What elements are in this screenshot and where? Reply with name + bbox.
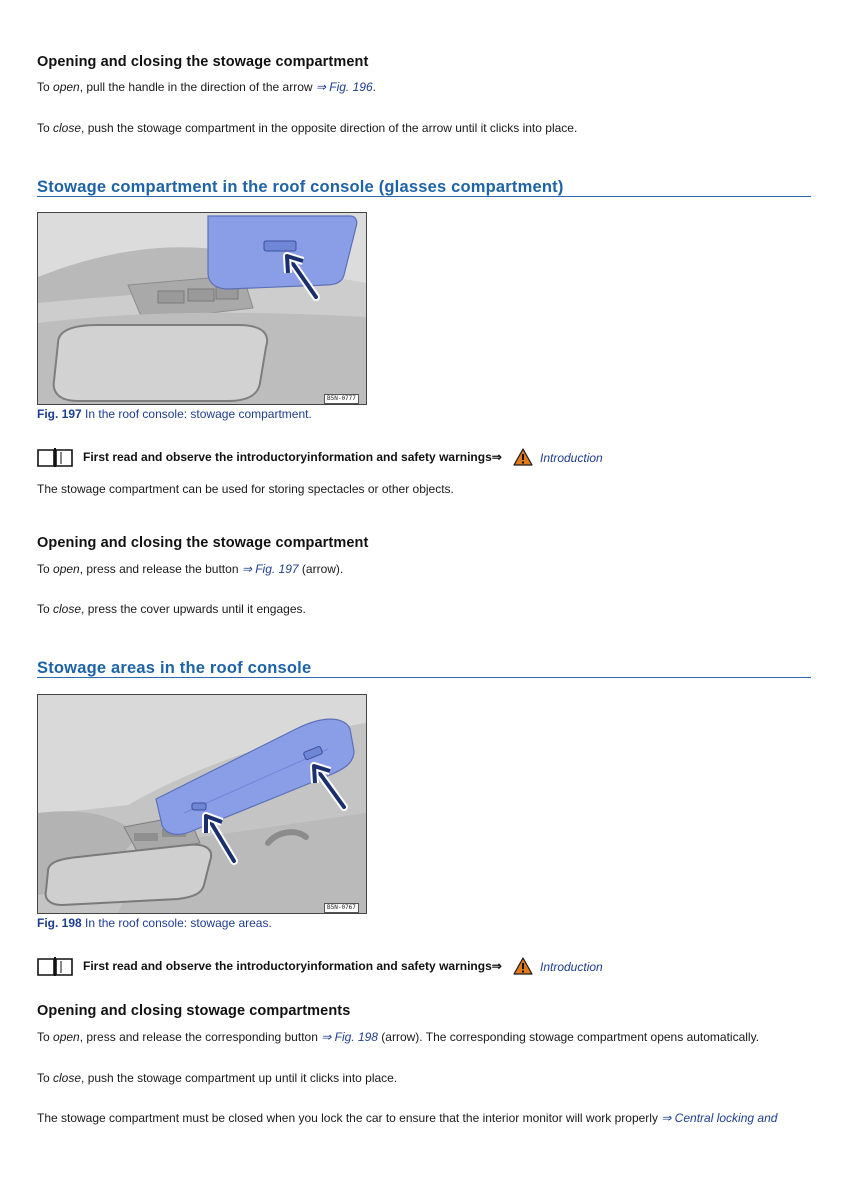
caption-number: Fig. 198 <box>37 916 82 930</box>
text: , push the stowage compartment in the opposite direction of the arrow until it clicks into place. <box>81 121 578 135</box>
paragraph-close <box>37 121 577 135</box>
text: To <box>37 602 54 616</box>
title-rule <box>37 677 811 678</box>
introduction-link[interactable]: Introduction <box>540 451 603 465</box>
italic-term: open <box>53 1030 80 1044</box>
book-icon <box>37 955 73 977</box>
text: , press and release the button <box>79 562 242 576</box>
text: , press the cover upwards until it engages. <box>81 602 306 616</box>
italic-term: close <box>53 602 82 616</box>
note-text: First read and observe the introductoryinformation and safety warnings⇒ <box>83 450 502 464</box>
italic-term: open <box>53 562 80 576</box>
section-title: Stowage compartment in the roof console (glasses compartment) <box>37 178 564 196</box>
text: , pull the handle in the direction of the arrow <box>79 80 316 94</box>
italic-term: close <box>53 121 82 135</box>
note-text: First read and observe the introductoryinformation and safety warnings⇒ <box>83 959 502 973</box>
body-text: The stowage compartment can be used for storing spectacles or other objects. <box>37 482 454 496</box>
figure-caption <box>37 407 312 421</box>
figure-ref-link[interactable]: ⇒ Fig. 198 <box>321 1030 378 1044</box>
paragraph-close <box>37 602 306 616</box>
text: To <box>37 121 54 135</box>
text: , press and release the corresponding button <box>79 1030 322 1044</box>
figure-caption <box>37 916 272 930</box>
book-icon <box>37 446 73 468</box>
warning-triangle-icon <box>513 957 533 975</box>
section-heading: Opening and closing the stowage compartment <box>37 54 369 70</box>
text: (arrow). <box>298 562 344 576</box>
figure-197-illustration <box>37 212 367 405</box>
text: (arrow). The corresponding stowage compartment opens automatically. <box>377 1030 760 1044</box>
introduction-link[interactable]: Introduction <box>540 960 603 974</box>
section-heading: Opening and closing the stowage compartment <box>37 535 369 551</box>
central-locking-link[interactable]: ⇒ Central locking and <box>661 1111 778 1125</box>
text: To <box>37 80 54 94</box>
figure-ref-link[interactable]: ⇒ Fig. 196 <box>315 80 373 94</box>
paragraph-open <box>37 562 343 576</box>
text: The stowage compartment must be closed when you lock the car to ensure that the interior monitor will work properly <box>37 1111 662 1125</box>
text: To <box>37 562 54 576</box>
title-rule <box>37 196 811 197</box>
figure-code: B5N-0777 <box>324 394 359 404</box>
section-heading: Opening and closing stowage compartments <box>37 1003 351 1019</box>
paragraph-open <box>37 80 376 94</box>
text: To <box>37 1030 54 1044</box>
figure-code: B5N-0767 <box>324 903 359 913</box>
text: . <box>372 80 376 94</box>
paragraph-open <box>37 1030 759 1044</box>
caption-number: Fig. 197 <box>37 407 82 421</box>
paragraph-close <box>37 1071 397 1085</box>
paragraph-final <box>37 1111 777 1125</box>
figure-198-illustration <box>37 694 367 914</box>
text: , push the stowage compartment up until it clicks into place. <box>81 1071 398 1085</box>
warning-triangle-icon <box>513 448 533 466</box>
figure-ref-link[interactable]: ⇒ Fig. 197 <box>241 562 299 576</box>
caption-text: In the roof console: stowage areas. <box>81 916 272 930</box>
caption-text: In the roof console: stowage compartment. <box>81 407 312 421</box>
section-title: Stowage areas in the roof console <box>37 659 312 677</box>
text: To <box>37 1071 54 1085</box>
italic-term: close <box>53 1071 82 1085</box>
italic-term: open <box>53 80 80 94</box>
